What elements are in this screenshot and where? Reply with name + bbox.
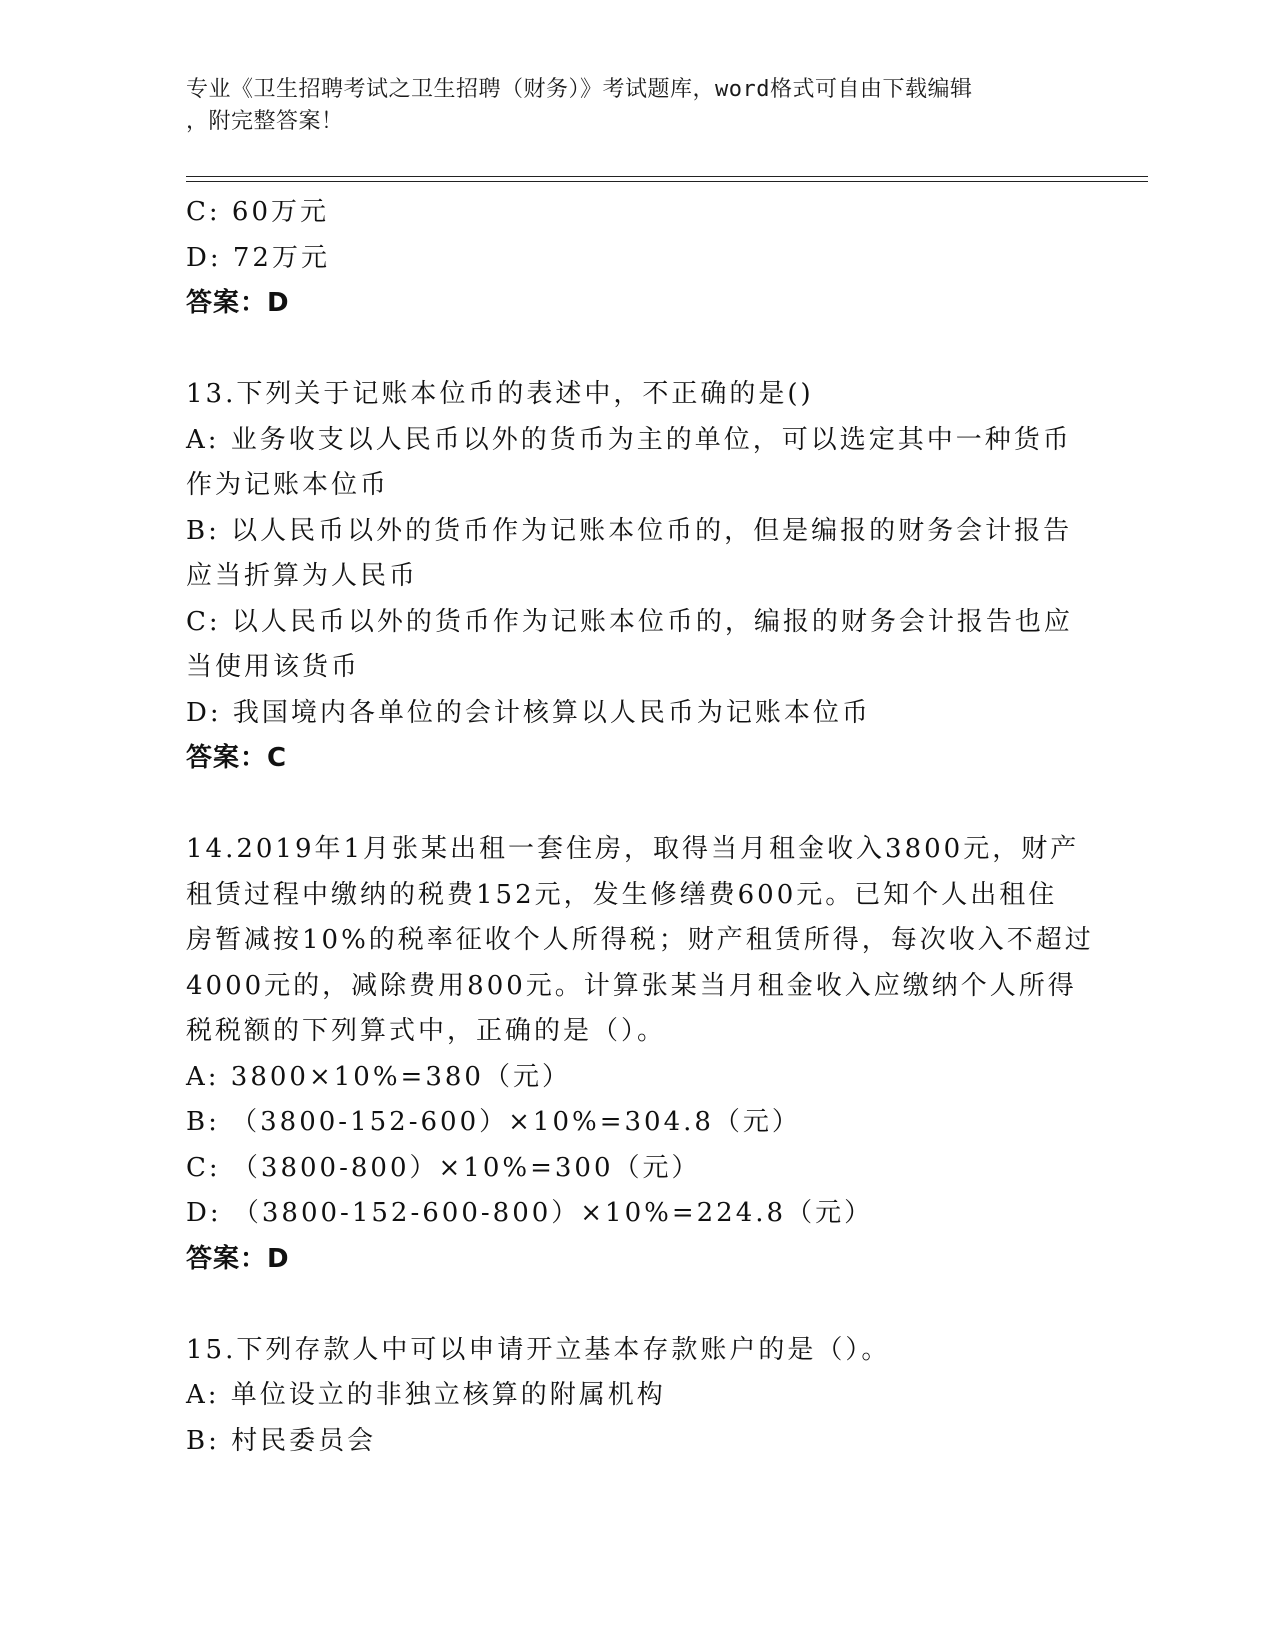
q14-option-a: A: 3800×10%=380（元）	[186, 1061, 571, 1092]
q14-stem-line-1: 14.2019年1月张某出租一套住房，取得当月租金收入3800元，财产	[186, 834, 1080, 864]
header-line-2: ，附完整答案！	[186, 109, 344, 134]
q13-option-c-line-2: 当使用该货币	[186, 652, 361, 682]
q13-answer: 答案：C	[186, 743, 288, 773]
q14-option-b: B: （3800-152-600）×10%=304.8（元）	[186, 1107, 801, 1137]
header-line-1: 专业《卫生招聘考试之卫生招聘（财务）》考试题库，word格式可自由下载编辑	[186, 77, 973, 102]
q13-option-c-line-1: C: 以人民币以外的货币作为记账本位币的，编报的财务会计报告也应	[186, 606, 1073, 637]
q14-stem-line-5: 税税额的下列算式中，正确的是（）。	[186, 1016, 667, 1046]
q15-stem: 15.下列存款人中可以申请开立基本存款账户的是（）。	[186, 1334, 891, 1365]
question-content	[186, 190, 1094, 1464]
q15-option-b: B: 村民委员会	[186, 1425, 377, 1456]
header-divider-bottom	[186, 181, 1148, 182]
q13-option-d: D: 我国境内各单位的会计核算以人民币为记账本位币	[186, 697, 871, 728]
q12-option-d: D: 72万元	[186, 242, 330, 273]
q14-stem-line-4: 4000元的，减除费用800元。计算张某当月租金收入应缴纳个人所得	[186, 970, 1077, 1001]
q14-option-c: C: （3800-800）×10%=300（元）	[186, 1152, 701, 1183]
q12-answer: 答案：D	[186, 288, 290, 318]
q14-answer: 答案：D	[186, 1243, 290, 1274]
q13-option-b-line-1: B: 以人民币以外的货币作为记账本位币的，但是编报的财务会计报告	[186, 515, 1073, 546]
spacer	[186, 782, 1086, 828]
q13-stem: 13.下列关于记账本位币的表述中，不正确的是()	[186, 379, 814, 409]
q14-stem-line-2: 租赁过程中缴纳的税费152元，发生修缮费600元。已知个人出租住	[186, 879, 1058, 910]
q14-stem-line-3: 房暂减按10%的税率征收个人所得税；财产租赁所得，每次收入不超过	[186, 925, 1094, 955]
q15-option-a: A: 单位设立的非独立核算的附属机构	[186, 1380, 666, 1410]
q13-option-a-line-2: 作为记账本位币	[186, 470, 390, 500]
spacer	[186, 1282, 1086, 1328]
q12-option-c: C: 60万元	[186, 197, 330, 227]
q13-option-b-line-2: 应当折算为人民币	[186, 561, 419, 591]
header-divider-top	[186, 176, 1148, 177]
q13-option-a-line-1: A: 业务收支以人民币以外的货币为主的单位，可以选定其中一种货币	[186, 424, 1072, 455]
spacer	[186, 327, 1086, 373]
document-header	[186, 74, 1066, 138]
q14-option-d: D: （3800-152-600-800）×10%=224.8（元）	[186, 1198, 874, 1228]
